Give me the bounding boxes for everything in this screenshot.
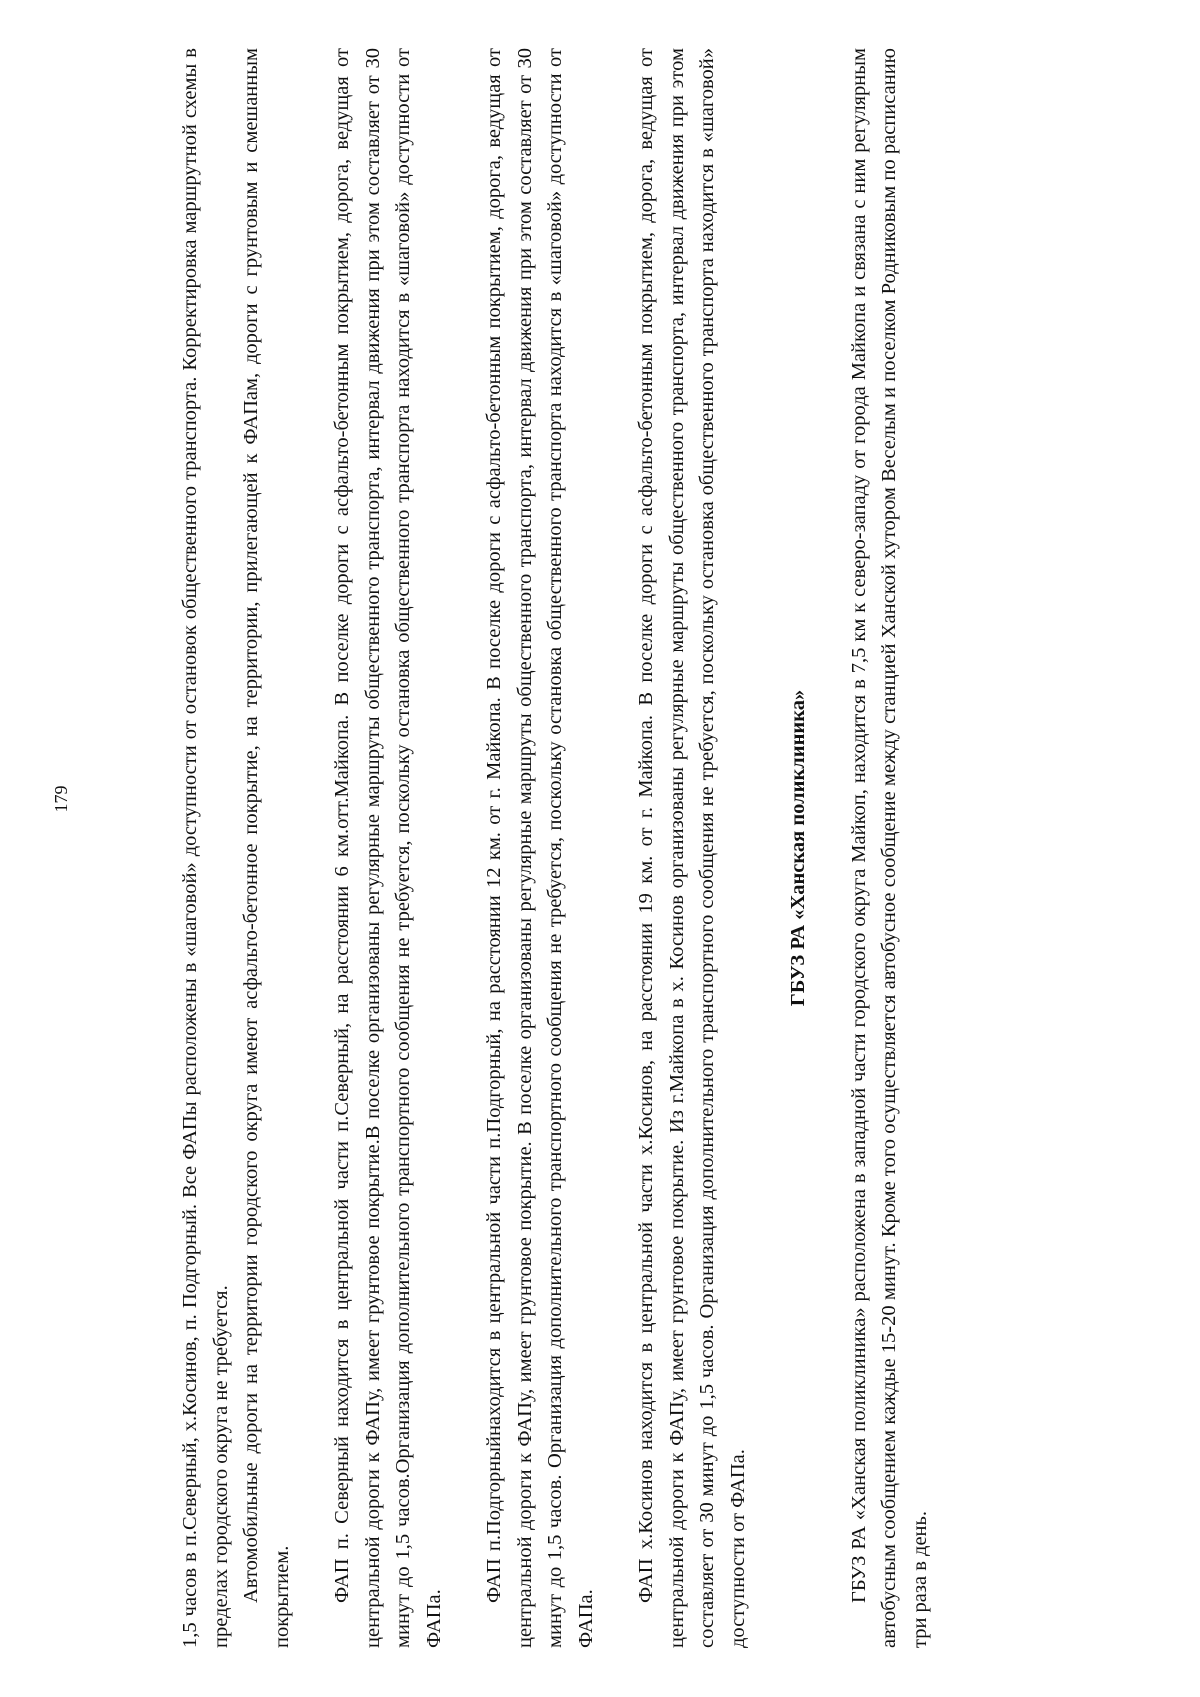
paragraph-continuation: 1,5 часов в п.Северный, х.Косинов, п. Подгорный. Все ФАПы расположены в «шаговой» доступности от остановок общественного транспорта. Корректировка маршрутной схемы в пределах городского округа не требуется. [179,48,232,1648]
page-number: 179 [51,785,71,813]
section-heading: ГБУЗ РА «Ханская поликлиника» [787,689,809,1007]
paragraph-fap-kosinov: ФАП х.Косинов находится в центральной части х.Косинов, на расстоянии 19 км. от г. Майкопа. В поселке дороги с асфальто-бетонным покрытием, дорога, ведущая от центральной дороги к ФАПу, имеет грунтовое покрытие. Из г.Майкопа в х. Косинов организованы регулярные маршруты общественного транспорта, интервал движения при этом составляет от 30 минут до 1,5 часов. Организация дополнительного транспортного сообщения не требуется, поскольку остановка общественного транспорта находится в «шаговой» доступности от ФАПа. [635,48,749,1648]
rotated-text-block [175,48,1025,1648]
paragraph-fap-severny: ФАП п. Северный находится в центральной части п.Северный, на расстоянии 6 км.отт.Майкопа. В поселке дороги с асфальто-бетонным покрытием, дорога, ведущая от центральной дороги к ФАПу, имеет грунтовое покрытие.В поселке организованы регулярные маршруты общественного транспорта, интервал движения при этом составляет от 30 минут до 1,5 часов.Организация дополнительного транспортного сообщения не требуется, поскольку остановка общественного транспорта находится в «шаговой» доступности от ФАПа. [331,48,445,1648]
paragraph-khanskaya: ГБУЗ РА «Ханская поликлиника» расположена в западной части городского округа Майкоп, находится в 7,5 км к северо-западу от города Майкопа и связана с ним регулярным автобусным сообщением каждые 15-20 минут. Кроме того осуществляется автобусное сообщение между станцией Ханской хутором Веселым и поселком Родниковым по расписанию три раза в день. [847,48,931,1648]
paragraph-fap-podgorny: ФАП п.Подгорныйнаходится в центральной части п.Подгорный, на расстоянии 12 км. от г. Майкопа. В поселке дороги с асфальто-бетонным покрытием, дорога, ведущая от центральной дороги к ФАПу, имеет грунтовое покрытие. В поселке организованы регулярные маршруты общественного транспорта, интервал движения при этом составляет от 30 минут до 1,5 часов. Организация дополнительного транспортного сообщения не требуется, поскольку остановка общественного транспорта находится в «шаговой» доступности от ФАПа. [483,48,597,1648]
paragraph-roads: Автомобильные дороги на территории городского округа имеют асфальто-бетонное покрытие, на территории, прилегающей к ФАПам, дороги с грунтовым и смешанным покрытием. [240,48,293,1648]
